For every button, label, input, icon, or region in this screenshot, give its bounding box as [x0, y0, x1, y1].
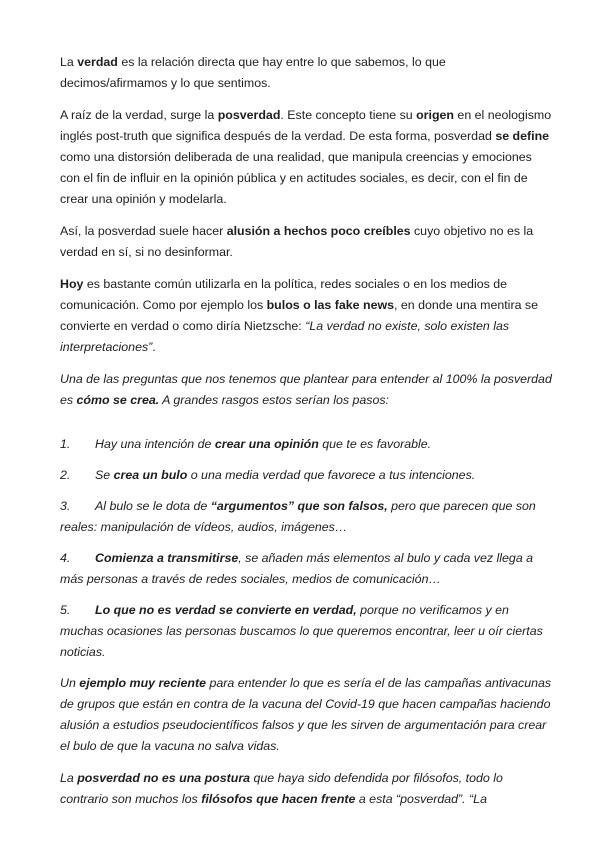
list-spacer	[60, 422, 554, 434]
intro-section	[60, 52, 554, 411]
text-run: como una distorsión deliberada de una realidad, que manipula creencias y emociones con el fin de influir en la opinión pública y en actitudes sociales, es decir, con el fin de crear una opinión y modelarla.	[60, 150, 532, 206]
paragraph	[60, 369, 554, 411]
bold-text-run: filósofos que hacen frente	[201, 792, 356, 806]
text-run: porque no verificamos y en muchas ocasiones las personas buscamos lo que queremos encontrar, leer u oír ciertas noticias.	[60, 603, 543, 659]
steps-list	[60, 434, 554, 663]
list-item	[60, 434, 554, 455]
bold-text-run: bulos o las fake news	[266, 298, 395, 312]
paragraph	[60, 221, 554, 263]
bold-text-run: Hoy	[60, 277, 84, 291]
list-item	[60, 465, 554, 486]
bold-text-run: crear una opinión	[214, 437, 319, 451]
paragraph	[60, 768, 554, 810]
text-run: Un	[60, 676, 80, 690]
list-item-number: 4.	[60, 551, 71, 565]
paragraph	[60, 105, 554, 210]
text-run: , en donde una mentira se convierte en verdad o como diría Nietzsche:	[60, 298, 538, 333]
list-item-number: 5.	[60, 603, 71, 617]
paragraph	[60, 673, 554, 757]
text-run: Se	[95, 468, 114, 482]
text-run: Así, la posverdad suele hacer	[60, 224, 227, 238]
bold-text-run: origen	[416, 108, 454, 122]
paragraph	[60, 52, 554, 94]
paragraph	[60, 274, 554, 358]
text-run: .	[152, 340, 156, 354]
bold-text-run: crea un bulo	[113, 468, 188, 482]
bold-text-run: cómo se crea.	[76, 393, 160, 407]
text-run: es la relación directa que hay entre lo que sabemos, lo que decimos/afirmamos y lo que sentimos.	[60, 55, 446, 90]
text-run: que haya sido defendida por filósofos, todo lo contrario son muchos los	[60, 771, 503, 806]
list-item	[60, 496, 554, 538]
bold-text-run: verdad	[77, 55, 118, 69]
list-item-number: 2.	[60, 468, 71, 482]
text-run: o una media verdad que favorece a tus intenciones.	[187, 468, 476, 482]
bold-text-run: se define	[495, 129, 550, 143]
bold-text-run: Lo que no es verdad se convierte en verdad,	[95, 603, 357, 617]
bold-text-run: posverdad	[217, 108, 281, 122]
text-run: cuyo objetivo no es la verdad en sí, si no desinformar.	[60, 224, 534, 259]
text-run: Al bulo se le dota de	[95, 499, 211, 513]
text-run: La	[60, 771, 78, 785]
text-run: . Este concepto tiene su	[280, 108, 417, 122]
text-run: Hay una intención de	[95, 437, 215, 451]
text-run: A raíz de la verdad, surge la	[60, 108, 218, 122]
text-run: para entender lo que es sería el de las campañas antivacunas de grupos que están en contra de la vacuna del Covid-19 que hacen campañas haciendo alusión a estudios pseudocientíficos falsos y que les sirven de argumentación para crear el bulo de que la vacuna no salva vidas.	[60, 676, 552, 753]
text-run: “La verdad no existe, solo existen las interpretaciones”	[60, 319, 510, 354]
list-item	[60, 548, 554, 590]
list-item-number: 1.	[60, 437, 71, 451]
text-run: pero que parecen que son reales: manipulación de vídeos, audios, imágenes…	[60, 499, 536, 534]
text-run: La	[60, 55, 78, 69]
bold-text-run: alusión a hechos poco creíbles	[226, 224, 411, 238]
text-run: es bastante común utilizarla en la política, redes sociales o en los medios de comunicación. Como por ejemplo los	[60, 277, 508, 312]
bold-text-run: “argumentos” que son falsos,	[210, 499, 388, 513]
bold-text-run: Comienza a transmitirse	[95, 551, 239, 565]
text-run: en el neologismo inglés post-truth que significa después de la verdad. De esta forma, posverdad	[60, 108, 552, 143]
list-item-number: 3.	[60, 499, 71, 513]
text-run: que te es favorable.	[318, 437, 432, 451]
closing-section	[60, 673, 554, 810]
bold-text-run: posverdad no es una postura	[77, 771, 251, 785]
list-item	[60, 600, 554, 663]
text-run: , se añaden más elementos al bulo y cada vez llega a más personas a través de redes sociales, medios de comunicación…	[60, 551, 534, 586]
text-run: Una de las preguntas que nos tenemos que plantear para entender al 100% la posverdad es	[60, 372, 552, 407]
text-run: a esta “posverdad”. “La	[355, 792, 487, 806]
bold-text-run: ejemplo muy reciente	[79, 676, 207, 690]
text-run: A grandes rasgos estos serían los pasos:	[159, 393, 389, 407]
document-body	[60, 52, 554, 821]
